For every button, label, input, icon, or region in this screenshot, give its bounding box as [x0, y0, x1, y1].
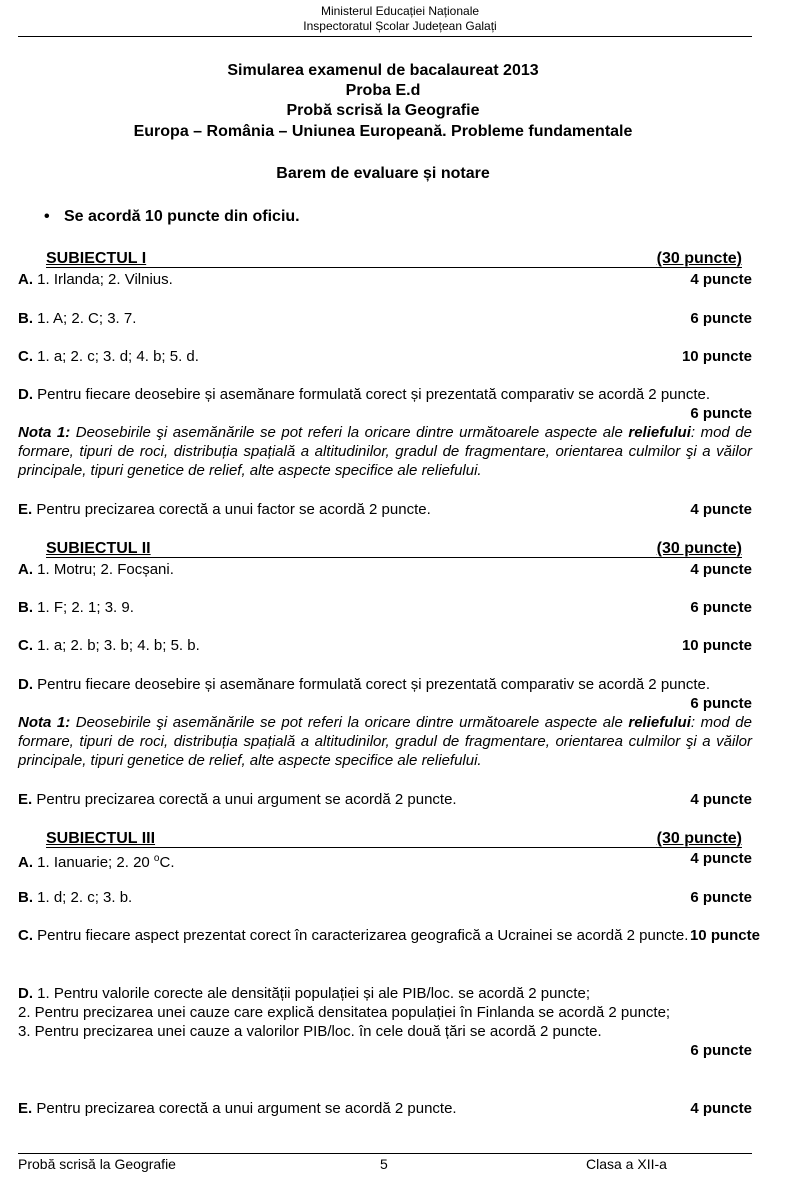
section-3-header — [46, 830, 742, 848]
s2-e-points: 4 puncte — [690, 791, 752, 808]
s3-item-c: C. Pentru fiecare aspect prezentat corect în caracterizarea geografică a Ucrainei se acordă 2 puncte. 10 puncte — [18, 927, 760, 944]
header-rule — [18, 36, 752, 37]
s2-d-points: 6 puncte — [690, 695, 752, 712]
section-1-title: SUBIECTUL I — [46, 250, 147, 267]
s2-note: Nota 1: Deosebirile şi asemănările se pot referi la oricare dintre următoarele aspecte ale reliefului: mod de formare, tipuri de roci, distribuția spațială a altitudinilor, gradul de fragmentare, orientarea culmilor şi a văilor principale, tipuri genetice de relief, alte aspecte specifice ale reliefului. — [18, 714, 752, 769]
s3-item-b: B. 1. d; 2. c; 3. b. 6 puncte — [18, 889, 752, 906]
footer-rule — [18, 1153, 752, 1154]
s2-item-b: B. 1. F; 2. 1; 3. 9. 6 puncte — [18, 599, 752, 616]
section-1-points: (30 puncte) — [656, 250, 742, 267]
header-ministry: Ministerul Educației Naționale — [320, 4, 480, 18]
s3-item-a: A. 1. Ianuarie; 2. 20 $^o$C. 4 puncte — [18, 850, 752, 871]
s3-d-line-1: D. 1. Pentru valorile corecte ale densității populației și ale PIB/loc. se acordă 2 puncte; — [18, 985, 590, 1002]
s3-b-points: 6 puncte — [690, 889, 752, 906]
s2-c-points: 10 puncte — [681, 637, 752, 654]
section-1-header — [46, 250, 742, 268]
s3-e-points: 4 puncte — [690, 1100, 752, 1117]
s3-d-line-2: 2. Pentru precizarea unei cauze care explică densitatea populației în Finlanda se acordă 2 puncte; — [18, 1004, 671, 1021]
s3-d-line-3: 3. Pentru precizarea unei cauze a valorilor PIB/loc. în cele două țări se acordă 2 puncte. — [18, 1023, 602, 1040]
exam-subject: Probă scrisă la Geografie — [286, 102, 480, 119]
s2-item-e: E. Pentru precizarea corectă a unui argument se acordă 2 puncte. 4 puncte — [18, 791, 752, 808]
footer-class: Clasa a XII-a — [586, 1156, 667, 1172]
exam-proba: Proba E.d — [345, 82, 421, 99]
s2-a-points: 4 puncte — [690, 561, 752, 578]
section-2-header — [46, 540, 742, 558]
barem-title: Barem de evaluare și notare — [276, 165, 490, 182]
section-3-title: SUBIECTUL III — [46, 830, 156, 847]
s3-c-points: 10 puncte — [689, 927, 760, 944]
s1-item-a: A. 1. Irlanda; 2. Vilnius. 4 puncte — [18, 271, 752, 288]
s1-c-points: 10 puncte — [681, 348, 752, 365]
s2-item-d: D. Pentru fiecare deosebire și asemănare formulată corect și prezentată comparativ se acordă 2 puncte. 6 puncte — [18, 676, 752, 712]
s2-item-c: C. 1. a; 2. b; 3. b; 4. b; 5. b. 10 puncte — [18, 637, 752, 654]
exam-topic: Europa – România – Uniunea Europeană. Probleme fundamentale — [133, 123, 633, 140]
s3-item-d — [18, 984, 752, 1060]
s1-d-points: 6 puncte — [690, 405, 752, 422]
section-2-title: SUBIECTUL II — [46, 540, 151, 557]
s1-item-b: B. 1. A; 2. C; 3. 7. 6 puncte — [18, 310, 752, 327]
s1-e-points: 4 puncte — [690, 501, 752, 518]
s1-b-points: 6 puncte — [690, 310, 752, 327]
s1-note: Nota 1: Deosebirile şi asemănările se pot referi la oricare dintre următoarele aspecte ale reliefului: mod de formare, tipuri de roci, distribuția spațială a altitudinilor, gradul de fragmentare, orientarea culmilor şi a văilor principale, tipuri genetice de relief, alte aspecte specifice ale reliefului. — [18, 424, 752, 479]
s2-b-points: 6 puncte — [690, 599, 752, 616]
s1-item-e: E. Pentru precizarea corectă a unui factor se acordă 2 puncte. 4 puncte — [18, 501, 752, 518]
header-inspectorate: Inspectoratul Școlar Județean Galați — [303, 19, 497, 33]
section-3-points: (30 puncte) — [656, 830, 742, 847]
exam-title: Simularea examenul de bacalaureat 2013 — [227, 62, 539, 79]
footer-subject: Probă scrisă la Geografie — [18, 1156, 176, 1172]
s1-item-d: D. Pentru fiecare deosebire și asemănare formulată corect și prezentată comparativ se acordă 2 puncte. 6 puncte — [18, 386, 752, 422]
s3-a-points: 4 puncte — [690, 850, 752, 867]
bullet-icon: • — [44, 208, 50, 225]
section-2-points: (30 puncte) — [656, 540, 742, 557]
s1-item-c: C. 1. a; 2. c; 3. d; 4. b; 5. d. 10 puncte — [18, 348, 752, 365]
s2-item-a: A. 1. Motru; 2. Focșani. 4 puncte — [18, 561, 752, 578]
oficiu-text: Se acordă 10 puncte din oficiu. — [64, 208, 300, 225]
oficiu-bullet — [44, 207, 300, 227]
s3-item-e: E. Pentru precizarea corectă a unui argument se acordă 2 puncte. 4 puncte — [18, 1100, 752, 1117]
footer-page-number: 5 — [380, 1156, 388, 1172]
s1-a-points: 4 puncte — [690, 271, 752, 288]
s3-d-points: 6 puncte — [690, 1042, 752, 1059]
